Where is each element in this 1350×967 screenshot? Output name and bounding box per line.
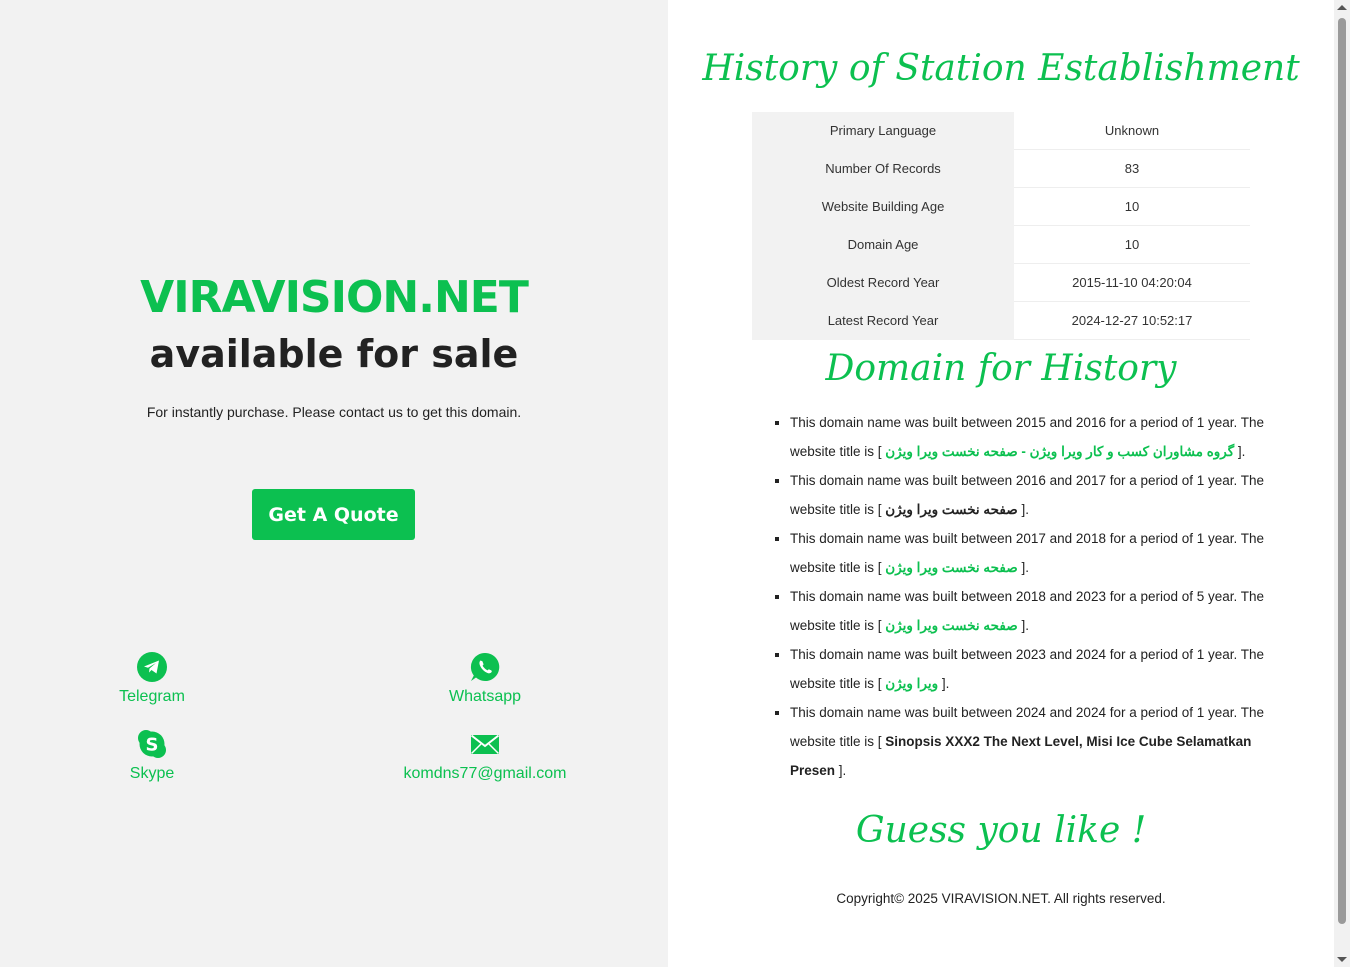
table-row [752,188,1250,226]
list-item [790,524,1280,582]
history-title: Sinopsis XXX2 The Next Level, Misi Ice Cube Selamatkan Presen [790,734,1252,778]
email-icon [470,729,500,759]
domain-history-list [768,408,1280,785]
info-label: Primary Language [752,112,1014,150]
history-end: ]. [835,763,847,778]
copyright: Copyright© 2025 VIRAVISION.NET. All rights reserved. [836,891,1166,906]
history-text: This domain name was built between 2023 and 2024 for a period of 1 year. The website title is [ [790,647,1265,691]
info-value: 10 [1014,226,1250,264]
list-item [790,640,1280,698]
history-end: ]. [1017,618,1029,633]
svg-text:S: S [145,734,159,756]
list-item [790,408,1280,466]
email-link[interactable] [375,729,595,783]
purchase-note: For instantly purchase. Please contact us to get this domain. [146,404,522,420]
history-title: صفحه نخست ویرا ویژن [885,502,1018,517]
history-heading: History of Station Establishment [702,48,1300,89]
info-label: Website Building Age [752,188,1014,226]
whatsapp-label: Whatsapp [448,688,522,705]
list-item [790,582,1280,640]
scroll-thumb[interactable] [1338,18,1346,924]
history-text: This domain name was built between 2024 and 2024 for a period of 1 year. The website title is [ [790,705,1265,749]
history-title-link[interactable]: ویرا ویژن [885,676,939,691]
whatsapp-link[interactable] [375,652,595,706]
list-item [790,698,1280,785]
skype-label: Skype [129,765,175,782]
sale-subtitle: available for sale [149,332,519,376]
info-label: Oldest Record Year [752,264,1014,302]
info-value: 2015-11-10 04:20:04 [1014,264,1250,302]
whatsapp-icon [470,652,500,682]
list-item [790,466,1280,524]
domain-info-table [752,112,1250,340]
telegram-link[interactable] [42,652,262,706]
table-row [752,226,1250,264]
sale-panel [0,0,668,967]
history-end: ]. [1017,560,1029,575]
info-label: Latest Record Year [752,302,1014,340]
telegram-icon [137,652,167,682]
scroll-down-arrow-icon[interactable] [1337,957,1347,962]
history-text: This domain name was built between 2016 and 2017 for a period of 1 year. The website title is [ [790,473,1265,517]
skype-link[interactable] [42,729,262,783]
info-value: Unknown [1014,112,1250,150]
info-value: 83 [1014,150,1250,188]
info-value: 10 [1014,188,1250,226]
info-label: Number Of Records [752,150,1014,188]
history-title-link[interactable]: صفحه نخست ویرا ویژن [885,618,1018,633]
history-end: ]. [1017,502,1029,517]
table-row [752,264,1250,302]
history-end: ]. [1234,444,1246,459]
domain-history-heading: Domain for History [825,348,1177,389]
email-label: komdns77@gmail.com [403,765,567,782]
guess-heading: Guess you like ! [855,810,1147,851]
history-text: This domain name was built between 2018 and 2023 for a period of 5 year. The website title is [ [790,589,1265,633]
history-title-link[interactable]: صفحه نخست ویرا ویژن [885,560,1018,575]
history-text: This domain name was built between 2017 and 2018 for a period of 1 year. The website title is [ [790,531,1265,575]
table-row [752,302,1250,340]
scroll-up-arrow-icon[interactable] [1337,5,1347,10]
table-row [752,112,1250,150]
scrollbar[interactable] [1334,0,1350,967]
domain-name: VIRAVISION.NET [140,272,528,323]
history-panel [668,0,1334,967]
telegram-label: Telegram [119,688,185,705]
info-label: Domain Age [752,226,1014,264]
skype-icon [137,729,167,759]
get-quote-button[interactable]: Get A Quote [252,489,415,540]
history-text: This domain name was built between 2015 and 2016 for a period of 1 year. The website title is [ [790,415,1265,459]
history-end: ]. [938,676,950,691]
table-row [752,150,1250,188]
info-value: 2024-12-27 10:52:17 [1014,302,1250,340]
history-title-link[interactable]: گروه مشاوران کسب و کار ویرا ویژن - صفحه نخست ویرا ویژن [885,444,1235,459]
